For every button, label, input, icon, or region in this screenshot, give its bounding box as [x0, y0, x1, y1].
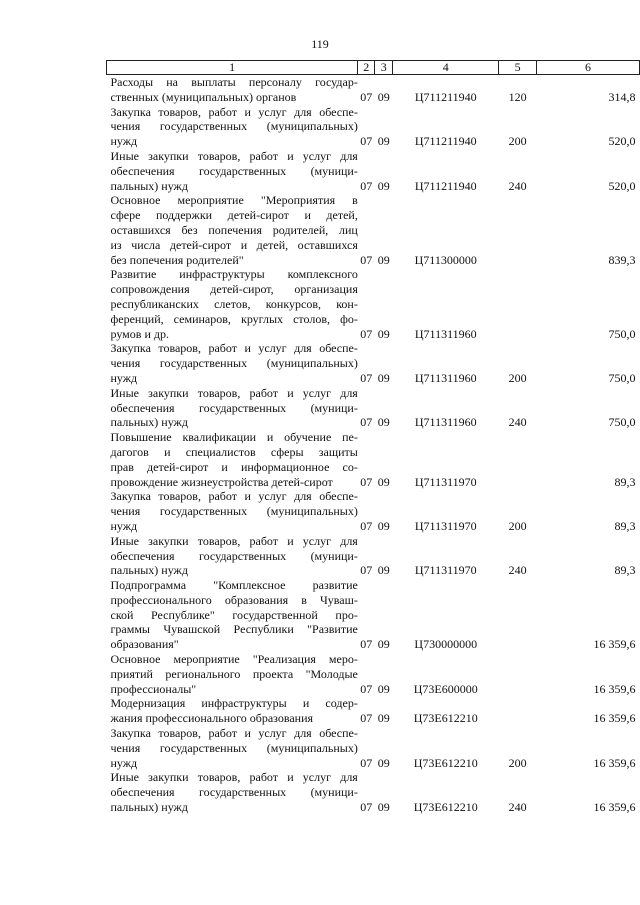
row-description: [107, 341, 358, 385]
row-description: [107, 578, 358, 652]
description-line: Закупка товаров, работ и услуг для обеспе-: [110, 726, 358, 741]
description-line: жания профессионального образования: [110, 711, 314, 726]
row-subsection: 09: [377, 415, 390, 430]
page-number: 119: [311, 37, 329, 51]
row-section: 07: [360, 415, 373, 430]
row-amount: 839,3: [608, 252, 636, 267]
description-line: Расходы на выплаты персоналу государ-: [110, 75, 358, 89]
table-row: [107, 578, 640, 652]
row-section: 07: [360, 134, 373, 149]
table-row: [107, 193, 640, 267]
description-line: нужд: [110, 134, 138, 149]
description-line: пальных) нужд: [110, 415, 188, 430]
description-line: сфере поддержки детей-сирот и детей,: [110, 208, 358, 223]
row-subsection: 09: [377, 711, 390, 726]
row-subsection: 09: [377, 563, 390, 578]
table-body: [107, 75, 640, 815]
row-description: [107, 726, 358, 770]
description-line: обеспечения государственных (муници-: [110, 400, 358, 415]
description-line: Иные закупки товаров, работ и услуг для: [110, 385, 358, 400]
row-expense-type: 240: [508, 800, 527, 815]
col-header-section: 2: [358, 61, 375, 75]
row-amount: 16 359,6: [593, 755, 636, 770]
row-amount: 16 359,6: [593, 681, 636, 696]
description-line: ской Республике" государственной про-: [110, 607, 358, 622]
description-line: дагогов и специалистов сферы защиты: [110, 444, 358, 459]
row-target-code: Ц73Е600000: [413, 681, 478, 696]
row-section: 07: [360, 518, 373, 533]
row-expense-type: 240: [508, 415, 527, 430]
row-amount: 16 359,6: [593, 711, 636, 726]
col-header-amount: 6: [537, 61, 640, 75]
description-line: обеспечения государственных (муници-: [110, 163, 358, 178]
row-target-code: Ц730000000: [414, 637, 478, 652]
table-row: [107, 75, 640, 105]
row-target-code: Ц711311970: [414, 563, 477, 578]
row-amount: 314,8: [608, 89, 636, 104]
row-amount: 520,0: [608, 134, 636, 149]
description-line: Закупка товаров, работ и услуг для обеспе-: [110, 104, 358, 119]
description-line: сопровождения детей-сирот, организация: [110, 282, 358, 297]
row-expense-type: [499, 267, 537, 341]
row-description: [107, 696, 358, 726]
row-section: 07: [360, 637, 373, 652]
description-line: прав детей-сирот и информационное со-: [110, 459, 358, 474]
row-target-code: Ц711311970: [414, 518, 477, 533]
description-line: Модернизация инфраструктуры и содер-: [110, 696, 358, 711]
description-line: без попечения родителей": [110, 252, 244, 267]
table-row: [107, 267, 640, 341]
description-line: ственных (муниципальных) органов: [110, 89, 297, 104]
row-subsection: 09: [377, 89, 390, 104]
description-line: Закупка товаров, работ и услуг для обеспе-: [110, 341, 358, 356]
row-section: 07: [360, 563, 373, 578]
row-section: 07: [360, 370, 373, 385]
budget-table: [106, 60, 640, 815]
row-description: [107, 430, 358, 489]
row-subsection: 09: [377, 755, 390, 770]
description-line: обеспечения государственных (муници-: [110, 548, 358, 563]
row-amount: 520,0: [608, 178, 636, 193]
description-line: Иные закупки товаров, работ и услуг для: [110, 148, 358, 163]
row-amount: 89,3: [614, 563, 636, 578]
description-line: чения государственных (муниципальных): [110, 119, 358, 134]
table-row: [107, 652, 640, 696]
description-line: Развитие инфраструктуры комплексного: [110, 267, 358, 282]
row-amount: 16 359,6: [593, 637, 636, 652]
description-line: провождение жизнеустройства детей-сирот: [110, 474, 333, 489]
row-description: [107, 652, 358, 696]
row-section: 07: [360, 800, 373, 815]
row-target-code: Ц73Е612210: [413, 711, 478, 726]
description-line: приятий регионального проекта "Молодые: [110, 666, 358, 681]
description-line: нужд: [110, 518, 138, 533]
description-line: республиканских слетов, конкурсов, кон-: [110, 296, 358, 311]
row-description: [107, 489, 358, 533]
description-line: ференций, семинаров, круглых столов, фо-: [110, 311, 358, 326]
row-expense-type: [499, 430, 537, 489]
description-line: оставшихся без попечения родителей, лиц: [110, 222, 358, 237]
row-amount: 750,0: [608, 326, 636, 341]
row-expense-type: [499, 652, 537, 696]
row-subsection: 09: [377, 474, 390, 489]
row-expense-type: 120: [508, 89, 527, 104]
row-target-code: Ц711311970: [414, 474, 477, 489]
row-description: [107, 193, 358, 267]
table-row: [107, 770, 640, 814]
col-header-expense-type: 5: [499, 61, 537, 75]
description-line: профессионального образования в Чуваш-: [110, 592, 358, 607]
description-line: профессионалы": [110, 681, 197, 696]
row-target-code: Ц711211940: [414, 178, 477, 193]
row-section: 07: [360, 681, 373, 696]
row-target-code: Ц711211940: [414, 89, 477, 104]
row-expense-type: 200: [508, 370, 527, 385]
row-expense-type: [499, 696, 537, 726]
description-line: нужд: [110, 755, 138, 770]
description-line: пальных) нужд: [110, 800, 188, 815]
description-line: чения государственных (муниципальных): [110, 356, 358, 371]
description-line: Закупка товаров, работ и услуг для обеспе-: [110, 489, 358, 504]
description-line: Иные закупки товаров, работ и услуг для: [110, 533, 358, 548]
row-expense-type: [499, 578, 537, 652]
description-line: Основное мероприятие "Реализация меро-: [110, 652, 358, 667]
row-section: 07: [360, 474, 373, 489]
row-target-code: Ц711300000: [414, 252, 477, 267]
table-row: [107, 105, 640, 149]
row-subsection: 09: [377, 370, 390, 385]
row-amount: 750,0: [608, 415, 636, 430]
row-target-code: Ц711311960: [414, 326, 477, 341]
row-subsection: 09: [377, 326, 390, 341]
table-row: [107, 341, 640, 385]
table-row: [107, 386, 640, 430]
description-line: из числа детей-сирот и детей, оставшихся: [110, 237, 358, 252]
header-row: [107, 61, 640, 75]
row-amount: 16 359,6: [593, 800, 636, 815]
row-expense-type: 200: [508, 134, 527, 149]
row-section: 07: [360, 326, 373, 341]
row-target-code: Ц73Е612210: [413, 755, 478, 770]
description-line: Подпрограмма "Комплексное развитие: [110, 578, 358, 593]
row-expense-type: 200: [508, 755, 527, 770]
description-line: Повышение квалификации и обучение пе-: [110, 430, 358, 445]
row-subsection: 09: [377, 637, 390, 652]
row-expense-type: 200: [508, 518, 527, 533]
row-amount: 89,3: [614, 518, 636, 533]
row-expense-type: 240: [508, 178, 527, 193]
row-section: 07: [360, 178, 373, 193]
description-line: обеспечения государственных (муници-: [110, 785, 358, 800]
description-line: Основное мероприятие "Мероприятия в: [110, 193, 358, 208]
row-subsection: 09: [377, 518, 390, 533]
row-section: 07: [360, 252, 373, 267]
description-line: образования": [110, 637, 179, 652]
table-row: [107, 726, 640, 770]
col-header-description: 1: [107, 61, 358, 75]
row-subsection: 09: [377, 800, 390, 815]
row-expense-type: 240: [508, 563, 527, 578]
row-description: [107, 149, 358, 193]
row-description: [107, 105, 358, 149]
row-subsection: 09: [377, 178, 390, 193]
col-header-subsection: 3: [375, 61, 393, 75]
description-line: чения государственных (муниципальных): [110, 504, 358, 519]
row-description: [107, 386, 358, 430]
row-description: [107, 770, 358, 814]
table-row: [107, 430, 640, 489]
table-row: [107, 149, 640, 193]
row-section: 07: [360, 89, 373, 104]
table-row: [107, 489, 640, 533]
row-amount: 89,3: [614, 474, 636, 489]
description-line: румов и др.: [110, 326, 169, 341]
row-amount: 750,0: [608, 370, 636, 385]
row-section: 07: [360, 711, 373, 726]
description-line: нужд: [110, 370, 138, 385]
row-description: [107, 267, 358, 341]
row-subsection: 09: [377, 681, 390, 696]
row-description: [107, 75, 358, 105]
row-target-code: Ц73Е612210: [413, 800, 478, 815]
row-subsection: 09: [377, 252, 390, 267]
description-line: пальных) нужд: [110, 563, 188, 578]
row-description: [107, 534, 358, 578]
row-section: 07: [360, 755, 373, 770]
row-subsection: 09: [377, 134, 390, 149]
row-target-code: Ц711311960: [414, 370, 477, 385]
description-line: Иные закупки товаров, работ и услуг для: [110, 770, 358, 785]
table-row: [107, 696, 640, 726]
row-target-code: Ц711311960: [414, 415, 477, 430]
row-expense-type: [499, 193, 537, 267]
col-header-target-code: 4: [393, 61, 499, 75]
description-line: пальных) нужд: [110, 178, 188, 193]
description-line: граммы Чувашской Республики "Развитие: [110, 622, 358, 637]
description-line: чения государственных (муниципальных): [110, 740, 358, 755]
row-target-code: Ц711211940: [414, 134, 477, 149]
table-row: [107, 534, 640, 578]
